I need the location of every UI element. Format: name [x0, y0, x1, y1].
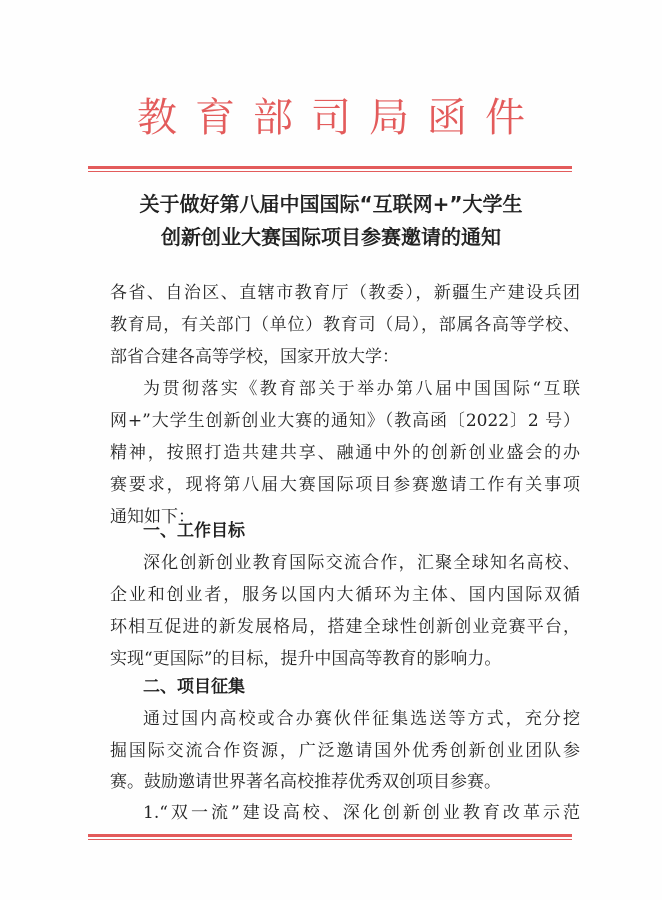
document-title-line-2: 创新创业大赛国际项目参赛邀请的通知 [161, 225, 501, 249]
header-rule-thick [88, 166, 572, 169]
addressee-line-1: 各省、自治区、直辖市教育厅（教委），新疆生产建设兵团 [110, 283, 580, 303]
header-rule-thin [88, 171, 572, 172]
section-2-line-3: 赛。鼓励邀请世界著名高校推荐优秀双创项目参赛。 [110, 772, 501, 792]
intro-line-3: 精神，按照打造共建共享、融通中外的创新创业盛会的办 [110, 443, 580, 463]
letterhead-title: 教育部司局函件 [137, 95, 543, 141]
addressee-line-3: 部省合建各高等学校，国家开放大学： [110, 347, 399, 367]
footer-rule-thin [88, 839, 572, 840]
intro-line-4: 赛要求，现将第八届大赛国际项目参赛邀请工作有关事项 [110, 475, 580, 495]
intro-line-1: 为贯彻落实《教育部关于举办第八届中国国际“互联 [143, 379, 580, 399]
section-2-line-2: 掘国际交流合作资源，广泛邀请国外优秀创新创业团队参 [110, 741, 580, 761]
intro-line-5: 通知如下： [110, 507, 195, 527]
section-2-line-1: 通过国内高校或合办赛伙伴征集选送等方式，充分挖 [143, 709, 580, 729]
document-title-line-1: 关于做好第八届中国国际“互联网+”大学生 [139, 192, 523, 216]
footer-rule-thick [88, 834, 572, 837]
section-1-heading: 一、工作目标 [143, 521, 245, 541]
addressee-line-2: 教育局，有关部门（单位）教育司（局），部属各高等学校、 [110, 315, 580, 335]
intro-line-2: 网+”大学生创新创业大赛的通知》（教高函〔2022〕2 号） [110, 411, 580, 431]
section-1-line-3: 环相互促进的新发展格局，搭建全球性创新创业竞赛平台， [110, 617, 580, 637]
section-1-line-2: 企业和创业者，服务以国内大循环为主体、国内国际双循 [110, 585, 580, 605]
section-2-heading: 二、项目征集 [143, 677, 245, 697]
section-1-line-1: 深化创新创业教育国际交流合作，汇聚全球知名高校、 [143, 553, 580, 573]
section-2-item-1: 1.“双一流”建设高校、深化创新创业教育改革示范 [143, 803, 580, 823]
section-1-line-4: 实现“更国际”的目标，提升中国高等教育的影响力。 [110, 649, 502, 669]
